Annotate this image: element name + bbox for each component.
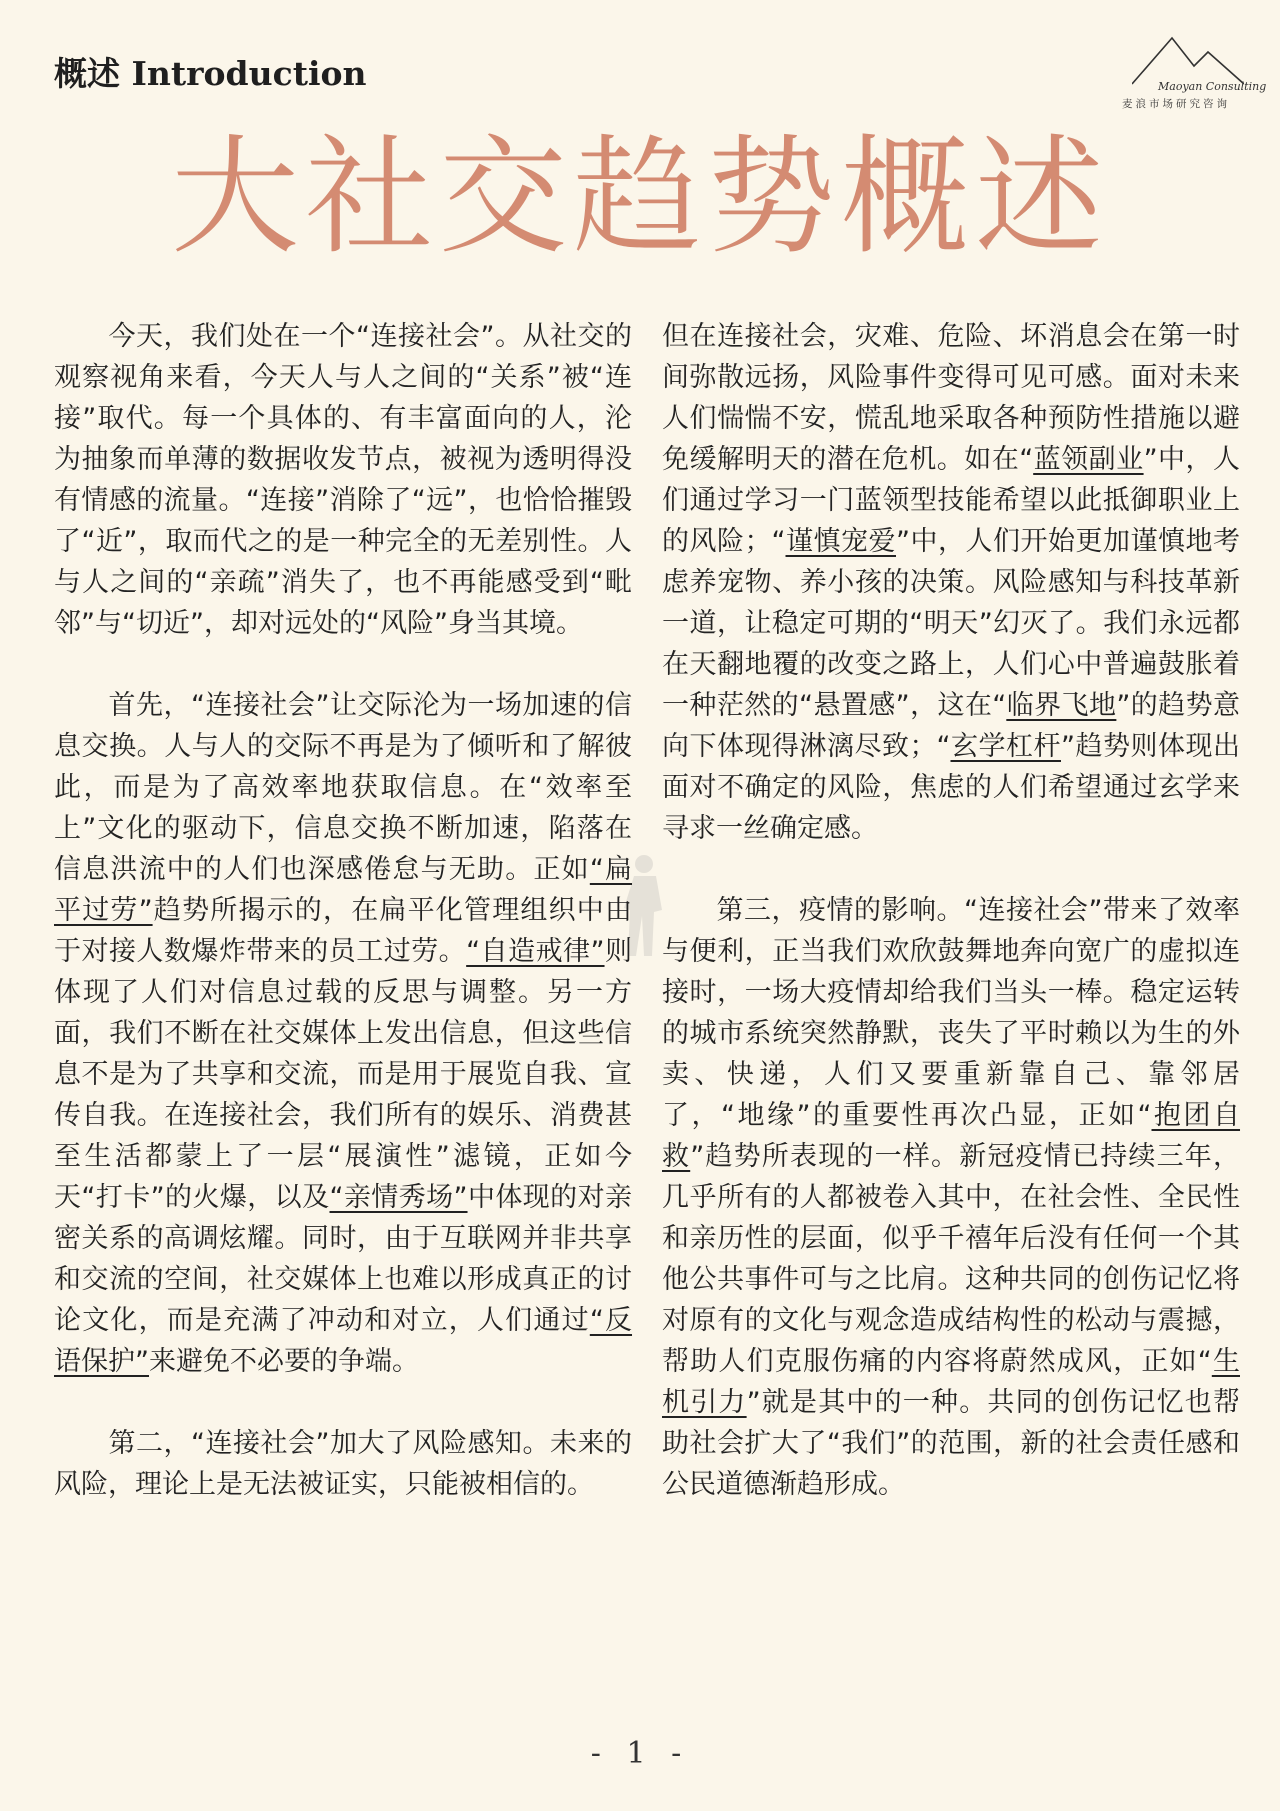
trend-link-critical-enclave: 临界飞地	[1006, 690, 1117, 721]
logo-company-name: 麦浪市场研究咨询	[1122, 98, 1230, 110]
mountain-logo-icon	[1132, 34, 1244, 86]
logo-script-text: Maoyan Consulting	[1158, 80, 1267, 93]
trend-link-family-show: “亲情秀场”	[329, 1182, 468, 1213]
page-title: 大社交趋势概述	[170, 123, 1109, 272]
trend-link-metaphysics-leverage: 玄学杠杆	[950, 731, 1061, 762]
right-column	[662, 316, 1240, 1505]
second-point-paragraph: 第二，“连接社会”加大了风险感知。未来的风险，理论上是无法被证实，只能被相信的。	[54, 1428, 632, 1500]
trend-link-irony-protection: “反语保护”	[54, 1305, 633, 1377]
second-point-continued-paragraph: 但在连接社会，灾难、危险、坏消息会在第一时间弥散远扬，风险事件变得可见可感。面对未来人们惴惴不安，慌乱地采取各种预防性措施以避免缓解明天的潜在危机。如在“蓝领副业”中，人们通过学习一门蓝领型技能希望以此抵御职业上的风险；“谨慎宠爱”中，人们开始更加谨慎地考虑养宠物、养小孩的决策。风险感知与科技革新一道，让稳定可期的“明天”幻灭了。我们永远都在天翻地覆的改变之路上，人们心中普遍鼓胀着一种茫然的“悬置感”，这在“临界飞地”的趋势意向下体现得淋漓尽致；“玄学杠杆”趋势则体现出面对不确定的风险，焦虑的人们希望通过玄学来寻求一丝确定感。	[662, 321, 1241, 844]
trend-link-group-self-help: 抱团自救	[662, 1100, 1241, 1172]
company-logo	[1118, 34, 1267, 114]
trend-link-flat-overwork: “扁平过劳”	[54, 854, 633, 926]
trend-link-blue-collar-side-job: 蓝领副业	[1033, 444, 1144, 475]
third-point-paragraph: 第三，疫情的影响。“连接社会”带来了效率与便利，正当我们欢欣鼓舞地奔向宽广的虚拟连接时，一场大疫情却给我们当头一棒。稳定运转的城市系统突然静默，丧失了平时赖以为生的外卖、快递，人们又要重新靠自己、靠邻居了，“地缘”的重要性再次凸显，正如“抱团自救”趋势所表现的一样。新冠疫情已持续三年，几乎所有的人都被卷入其中，在社会性、全民性和亲历性的层面，似乎千禧年后没有任何一个其他公共事件可与之比肩。这种共同的创伤记忆将对原有的文化与观念造成结构性的松动与震撼，帮助人们克服伤痛的内容将蔚然成风，正如“生机引力”就是其中的一种。共同的创伤记忆也帮助社会扩大了“我们”的范围，新的社会责任感和公民道德渐趋形成。	[662, 895, 1241, 1500]
trend-link-cautious-pet-love: 谨慎宠爱	[785, 526, 896, 557]
left-column	[54, 316, 632, 1505]
intro-paragraph: 今天，我们处在一个“连接社会”。从社交的观察视角来看，今天人与人之间的“关系”被“连接”取代。每一个具体的、有丰富面向的人，沦为抽象而单薄的数据收发节点，被视为透明得没有情感的流量。“连接”消除了“远”，也恰恰摧毁了“近”，取而代之的是一种完全的无差别性。人与人之间的“亲疏”消失了，也不再能感受到“毗邻”与“切近”，却对远处的“风险”身当其境。	[54, 321, 632, 639]
page-number: - 1 -	[590, 1736, 690, 1771]
first-point-paragraph: 首先，“连接社会”让交际沦为一场加速的信息交换。人与人的交际不再是为了倾听和了解彼此，而是为了高效率地获取信息。在“效率至上”文化的驱动下，信息交换不断加速，陷落在信息洪流中的人们也深感倦怠与无助。正如“扁平过劳”趋势所揭示的，在扁平化管理组织中由于对接人数爆炸带来的员工过劳。“自造戒律”则体现了人们对信息过载的反思与调整。另一方面，我们不断在社交媒体上发出信息，但这些信息不是为了共享和交流，而是用于展览自我、宣传自我。在连接社会，我们所有的娱乐、消费甚至生活都蒙上了一层“展演性”滤镜，正如今天“打卡”的火爆，以及“亲情秀场”中体现的对亲密关系的高调炫耀。同时，由于互联网并非共享和交流的空间，社交媒体上也难以形成真正的讨论文化，而是充满了冲动和对立，人们通过“反语保护”来避免不必要的争端。	[54, 690, 633, 1377]
section-label: 概述 Introduction	[54, 54, 367, 93]
trend-link-vitality-gravity: 生机引力	[662, 1346, 1240, 1418]
trend-link-self-discipline: “自造戒律”	[466, 936, 605, 967]
